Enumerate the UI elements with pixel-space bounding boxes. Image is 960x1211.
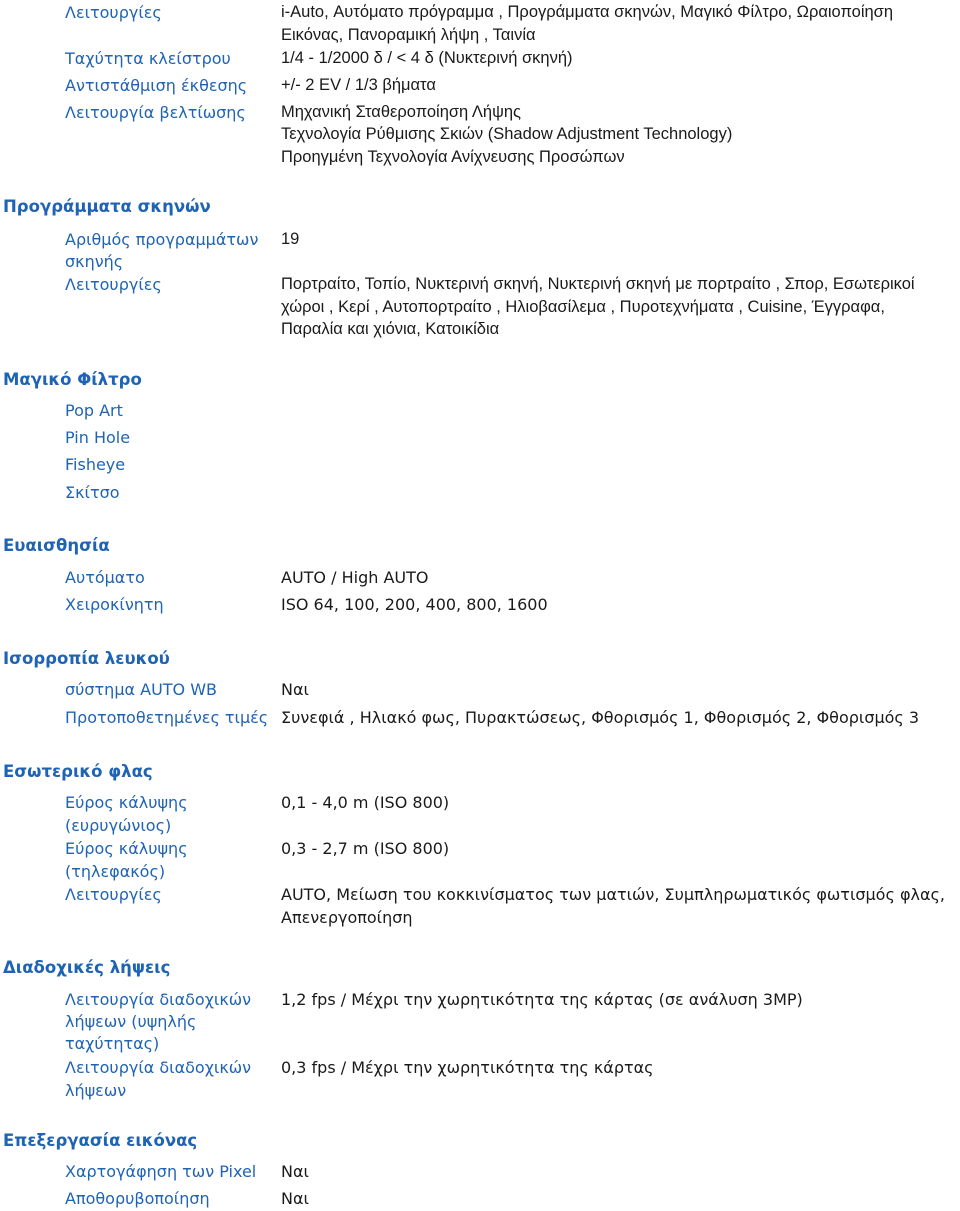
scene-functions-line-1: Πορτραίτο, Τοπίο, Νυκτερινή σκηνή, Νυκτερινή σκηνή με πορτραίτο , Σπορ, Εσωτερικοί [281,275,915,293]
filter-item: Pop Art [65,401,123,420]
flash-functions-label: Λειτουργίες [65,885,162,904]
section-heading: Ευαισθησία [3,536,110,555]
shutter-speed-label: Ταχύτητα κλείστρου [65,49,231,68]
section-heading: Διαδοχικές λήψεις [3,958,171,977]
auto-wb-label: σύστημα AUTO WB [65,680,218,699]
preset-wb-label: Προτοποθετημένες τιμές [65,708,269,727]
scene-count-label-line-1: Αριθμός προγραμμάτων [65,230,259,249]
burst-high-value: 1,2 fps / Μέχρι την χωρητικότητα της κάρτας (σε ανάλυση 3MP) [281,990,803,1009]
burst-high-label-line-2: λήψεων (υψηλής [65,1012,197,1031]
enhancement-label: Λειτουργία βελτίωσης [65,103,246,122]
exposure-compensation-label: Αντιστάθμιση έκθεσης [65,76,248,95]
sensitivity-auto-value: AUTO / High AUTO [281,568,429,587]
section-heading: Ισορροπία λευκού [3,649,170,668]
section-heading: Εσωτερικό φλας [3,762,153,781]
scene-functions-line-3: Παραλία και χιόνια, Κατοικίδια [281,320,500,338]
section-heading: Προγράμματα σκηνών [3,197,211,216]
functions-value-line-1: i-Auto, Αυτόματο πρόγραμμα , Προγράμματα σκηνών, Μαγικό Φίλτρο, Ωραιοποίηση [281,3,894,21]
flash-functions-line-2: Απενεργοποίηση [281,908,413,927]
noise-reduction-value: Ναι [281,1189,309,1208]
burst-normal-value: 0,3 fps / Μέχρι την χωρητικότητα της κάρτας [281,1058,654,1077]
preset-wb-value: Συνεφιά , Ηλιακό φως, Πυρακτώσεως, Φθορισμός 1, Φθορισμός 2, Φθορισμός 3 [281,708,920,727]
burst-high-label-line-3: ταχύτητας) [65,1034,160,1053]
scene-count-label-line-2: σκηνής [65,252,124,271]
pixel-mapping-value: Ναι [281,1162,309,1181]
burst-normal-label-line-2: λήψεων [65,1081,127,1100]
flash-wide-label-line-2: (ευρυγώνιος) [65,816,172,835]
exposure-compensation-value: +/- 2 EV / 1/3 βήματα [281,76,436,94]
shutter-speed-value: 1/4 - 1/2000 δ / < 4 δ (Νυκτερινή σκηνή) [281,49,573,67]
burst-normal-label-line-1: Λειτουργία διαδοχικών [65,1058,252,1077]
section-heading: Μαγικό Φίλτρο [3,370,142,389]
flash-wide-value: 0,1 - 4,0 m (ISO 800) [281,793,450,812]
scene-functions-label: Λειτουργίες [65,275,162,294]
filter-item: Fisheye [65,455,126,474]
enhancement-value-line-1: Μηχανική Σταθεροποίηση Λήψης [281,103,521,121]
filter-item: Pin Hole [65,428,131,447]
section-heading: Επεξεργασία εικόνας [3,1131,198,1150]
enhancement-value-line-3: Προηγμένη Τεχνολογία Ανίχνευσης Προσώπων [281,148,625,166]
flash-tele-value: 0,3 - 2,7 m (ISO 800) [281,839,450,858]
functions-label: Λειτουργίες [65,3,162,22]
filter-item: Σκίτσο [65,483,120,502]
scene-count-value: 19 [281,230,300,248]
flash-functions-line-1: AUTO, Μείωση του κοκκινίσματος των ματιών, Συμπληρωματικός φωτισμός φλας, [281,885,945,904]
auto-wb-value: Ναι [281,680,309,699]
sensitivity-manual-label: Χειροκίνητη [65,595,164,614]
pixel-mapping-label: Χαρτογάφηση των Pixel [65,1162,257,1181]
flash-tele-label-line-1: Εύρος κάλυψης [65,839,188,858]
sensitivity-manual-value: ISO 64, 100, 200, 400, 800, 1600 [281,595,548,614]
noise-reduction-label: Αποθορυβοποίηση [65,1189,210,1208]
functions-value-line-2: Εικόνας, Πανοραμική λήψη , Ταινία [281,26,536,44]
scene-functions-line-2: χώροι , Κερί , Αυτοπορτραίτο , Ηλιοβασίλεμα , Πυροτεχνήματα , Cuisine, Έγγραφα, [281,298,885,316]
sensitivity-auto-label: Αυτόματο [65,568,145,587]
enhancement-value-line-2: Τεχνολογία Ρύθμισης Σκιών (Shadow Adjustment Technology) [281,125,733,143]
flash-tele-label-line-2: (τηλεφακός) [65,862,166,881]
burst-high-label-line-1: Λειτουργία διαδοχικών [65,990,252,1009]
flash-wide-label-line-1: Εύρος κάλυψης [65,793,188,812]
